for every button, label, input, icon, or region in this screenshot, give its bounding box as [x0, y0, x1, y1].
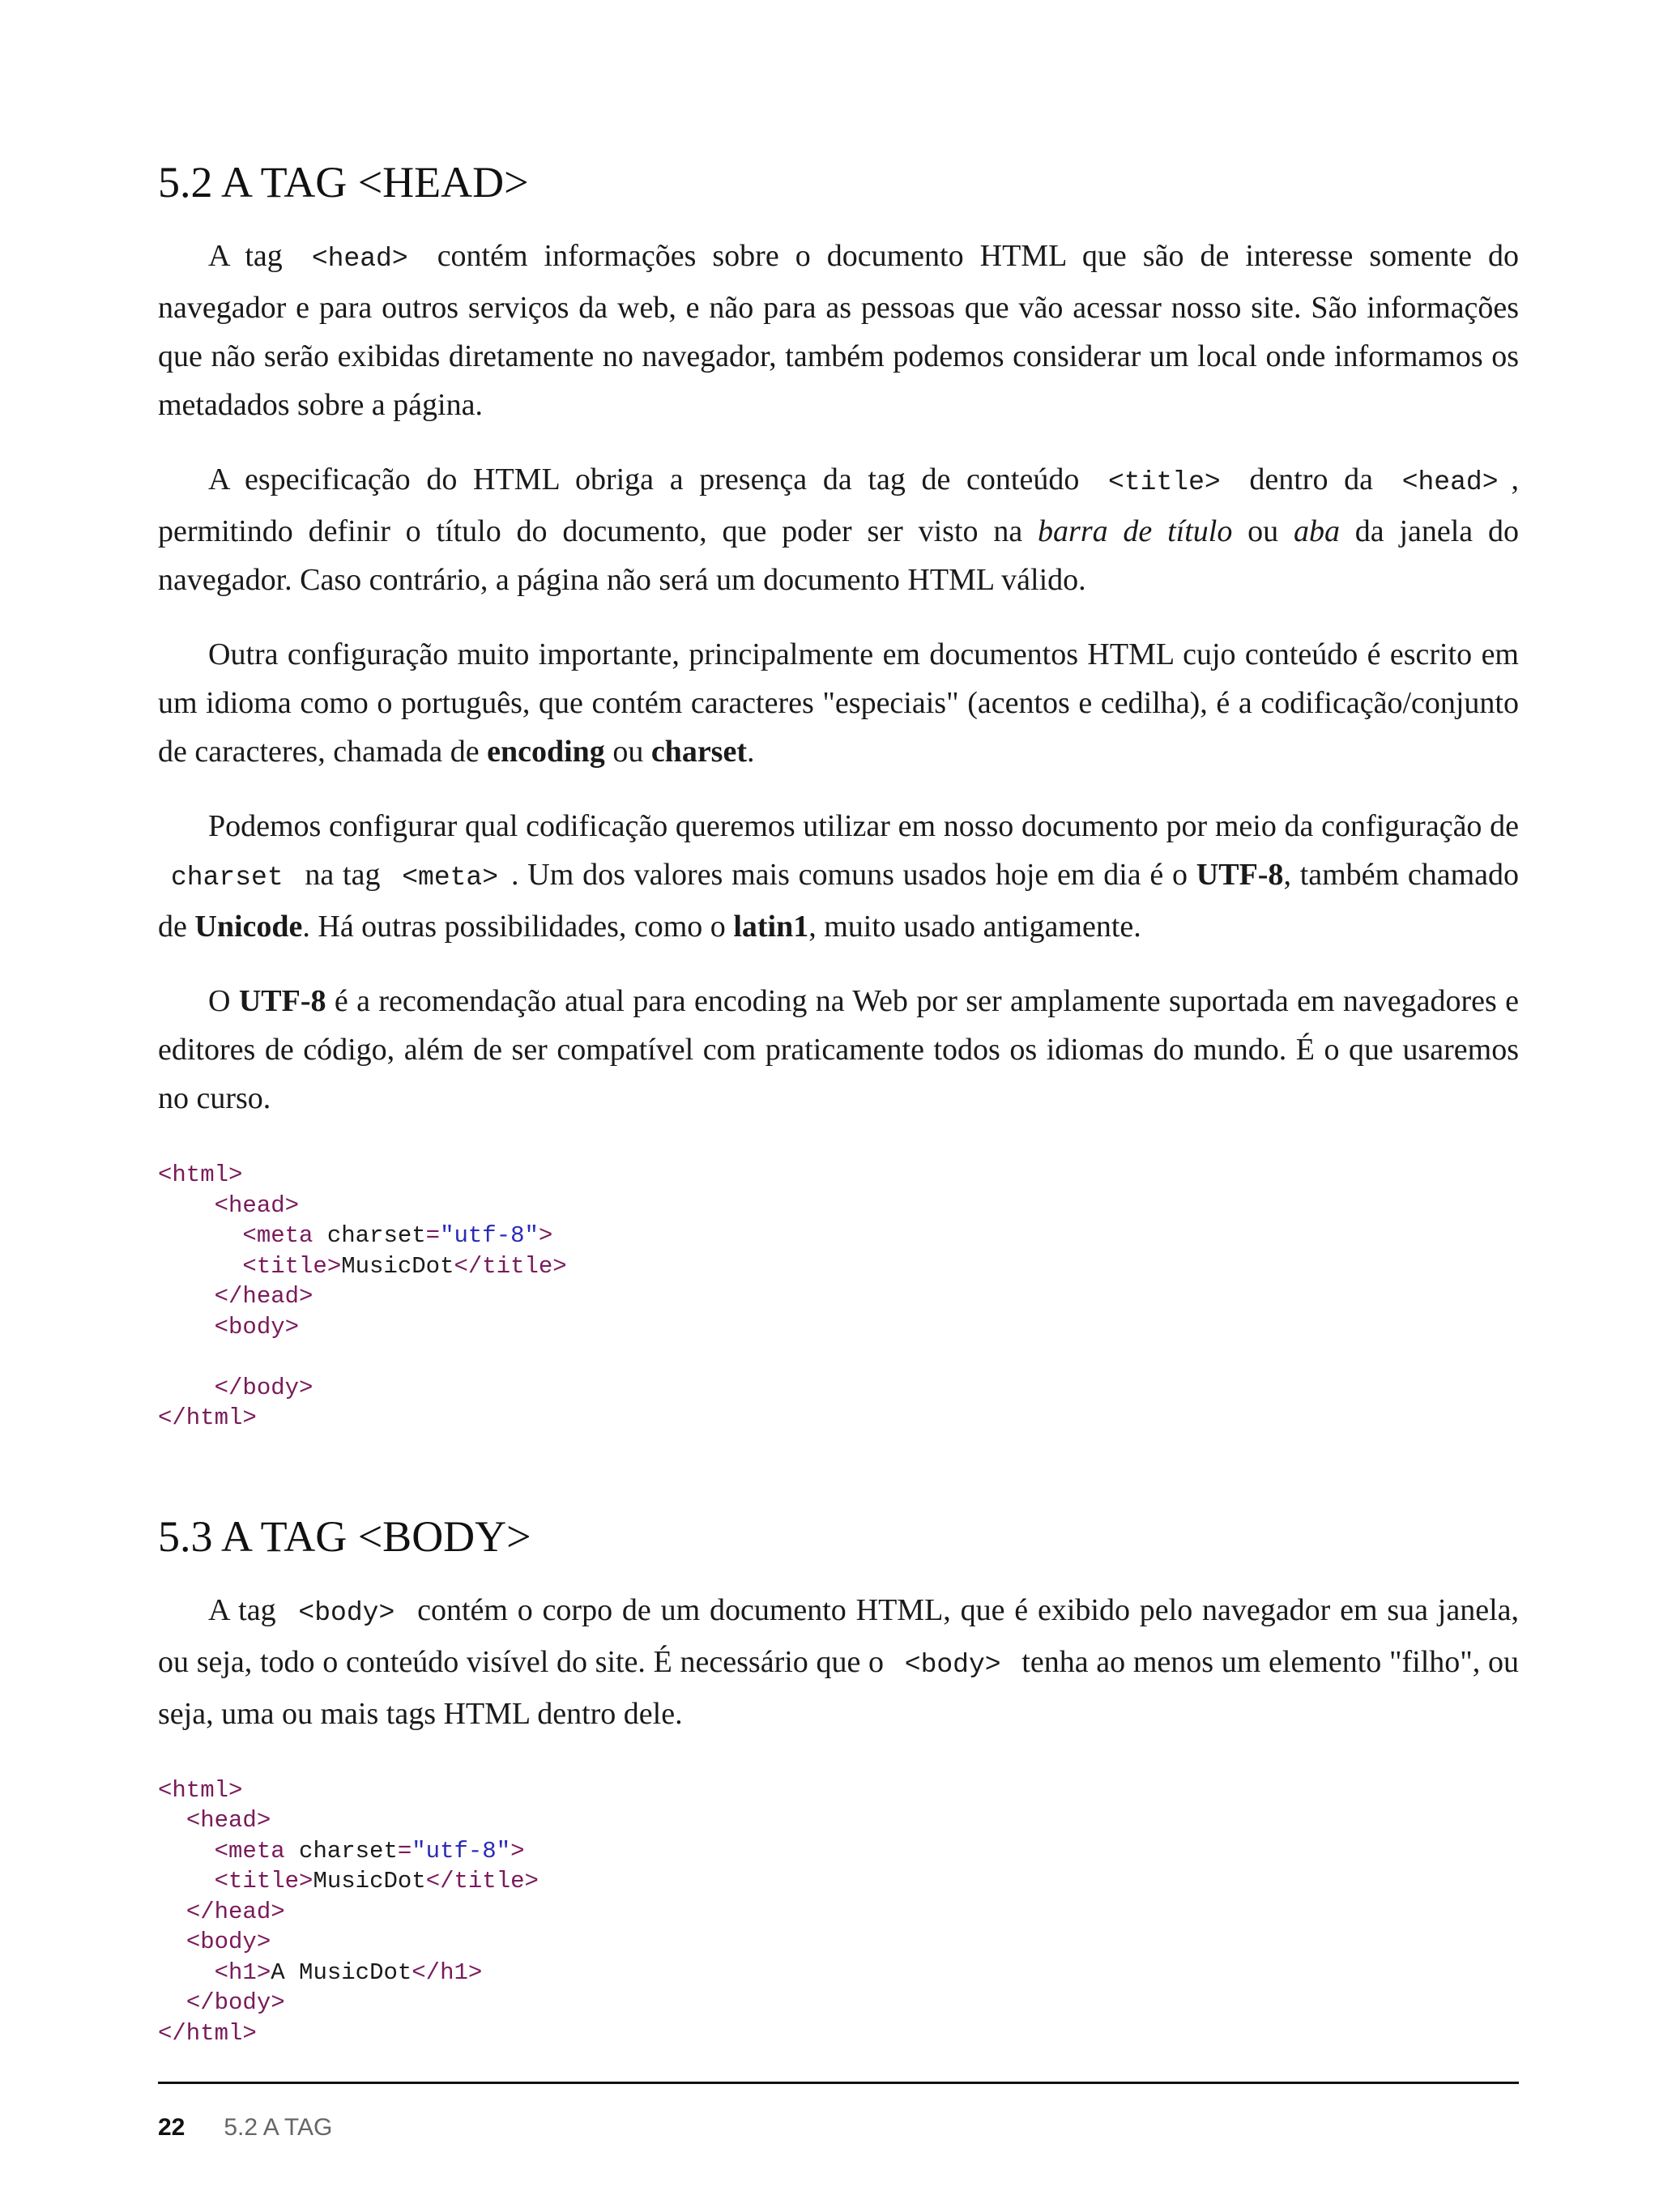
- paragraph: Podemos configurar qual codificação queremos utilizar em nosso documento por meio da configuração de charset na tag <meta> . Um dos valores mais comuns usados hoje em dia é o UTF-8, também chamado de Unicode. Há outras possibilidades, como o latin1, muito usado antigamente.: [158, 809, 1520, 944]
- emphasis: aba: [1293, 514, 1340, 548]
- page-footer: [158, 2114, 332, 2142]
- inline-code: <body>: [904, 1649, 1001, 1680]
- emphasis: barra de título: [1038, 514, 1233, 548]
- page-number: 22: [158, 2114, 186, 2141]
- inline-code: charset: [171, 863, 284, 893]
- bold-term: Unicode: [194, 910, 303, 944]
- footer-divider: [158, 2082, 1519, 2084]
- bold-term: UTF-8: [1196, 858, 1284, 892]
- inline-code: <meta>: [402, 863, 499, 893]
- paragraph: O UTF-8 é a recomendação atual para encoding na Web por ser amplamente suportada em navegadores e editores de código, além de ser compatível com praticamente todos os idiomas do mundo. É o que usaremos no curso.: [158, 984, 1520, 1115]
- paragraph: A especificação do HTML obriga a presença da tag de conteúdo <title> dentro da <head> , permitindo definir o título do documento, que poder ser visto na barra de título ou aba da janela do navegador. Caso contrário, a página não será um documento HTML válido.: [158, 462, 1520, 597]
- inline-code: <body>: [298, 1597, 395, 1628]
- bold-term: latin1: [733, 910, 809, 944]
- inline-code: <title>: [1108, 467, 1221, 497]
- section-title-head: 5.2 A TAG <HEAD>: [158, 158, 529, 207]
- paragraph: A tag <head> contém informações sobre o documento HTML que são de interesse somente do navegador e para outros serviços da web, e não para as pessoas que vão acessar nosso site. São informações que não serão exibidas diretamente no navegador, também podemos considerar um local onde informamos os metadados sobre a página.: [158, 239, 1519, 422]
- inline-code: <head>: [311, 244, 408, 274]
- bold-term: charset: [650, 735, 747, 769]
- section-title-body: 5.3 A TAG <BODY>: [158, 1511, 531, 1561]
- code-block-body: <html> <head> <meta charset="utf-8"> <title>MusicDot</title> </head> <body> <h1>A MusicDot</h1> </body> </html>: [158, 1776, 539, 2047]
- page-content: [158, 154, 1519, 2048]
- bold-term: UTF-8: [238, 984, 326, 1018]
- paragraph: A tag <body> contém o corpo de um documento HTML, que é exibido pelo navegador em sua janela, ou seja, todo o conteúdo visível do site. É necessário que o <body> tenha ao menos um elemento "filho", ou seja, uma ou mais tags HTML dentro dele.: [158, 1592, 1520, 1731]
- inline-code: <head>: [1401, 467, 1499, 497]
- code-block-head: <html> <head> <meta charset="utf-8"> <title>MusicDot</title> </head> <body> </body> </html>: [158, 1161, 567, 1431]
- bold-term: encoding: [487, 735, 605, 769]
- running-title: 5.2 A TAG: [224, 2114, 333, 2141]
- paragraph: Outra configuração muito importante, principalmente em documentos HTML cujo conteúdo é escrito em um idioma como o português, que contém caracteres "especiais" (acentos e cedilha), é a codificação/conjunto de caracteres, chamada de encoding ou charset.: [158, 637, 1519, 769]
